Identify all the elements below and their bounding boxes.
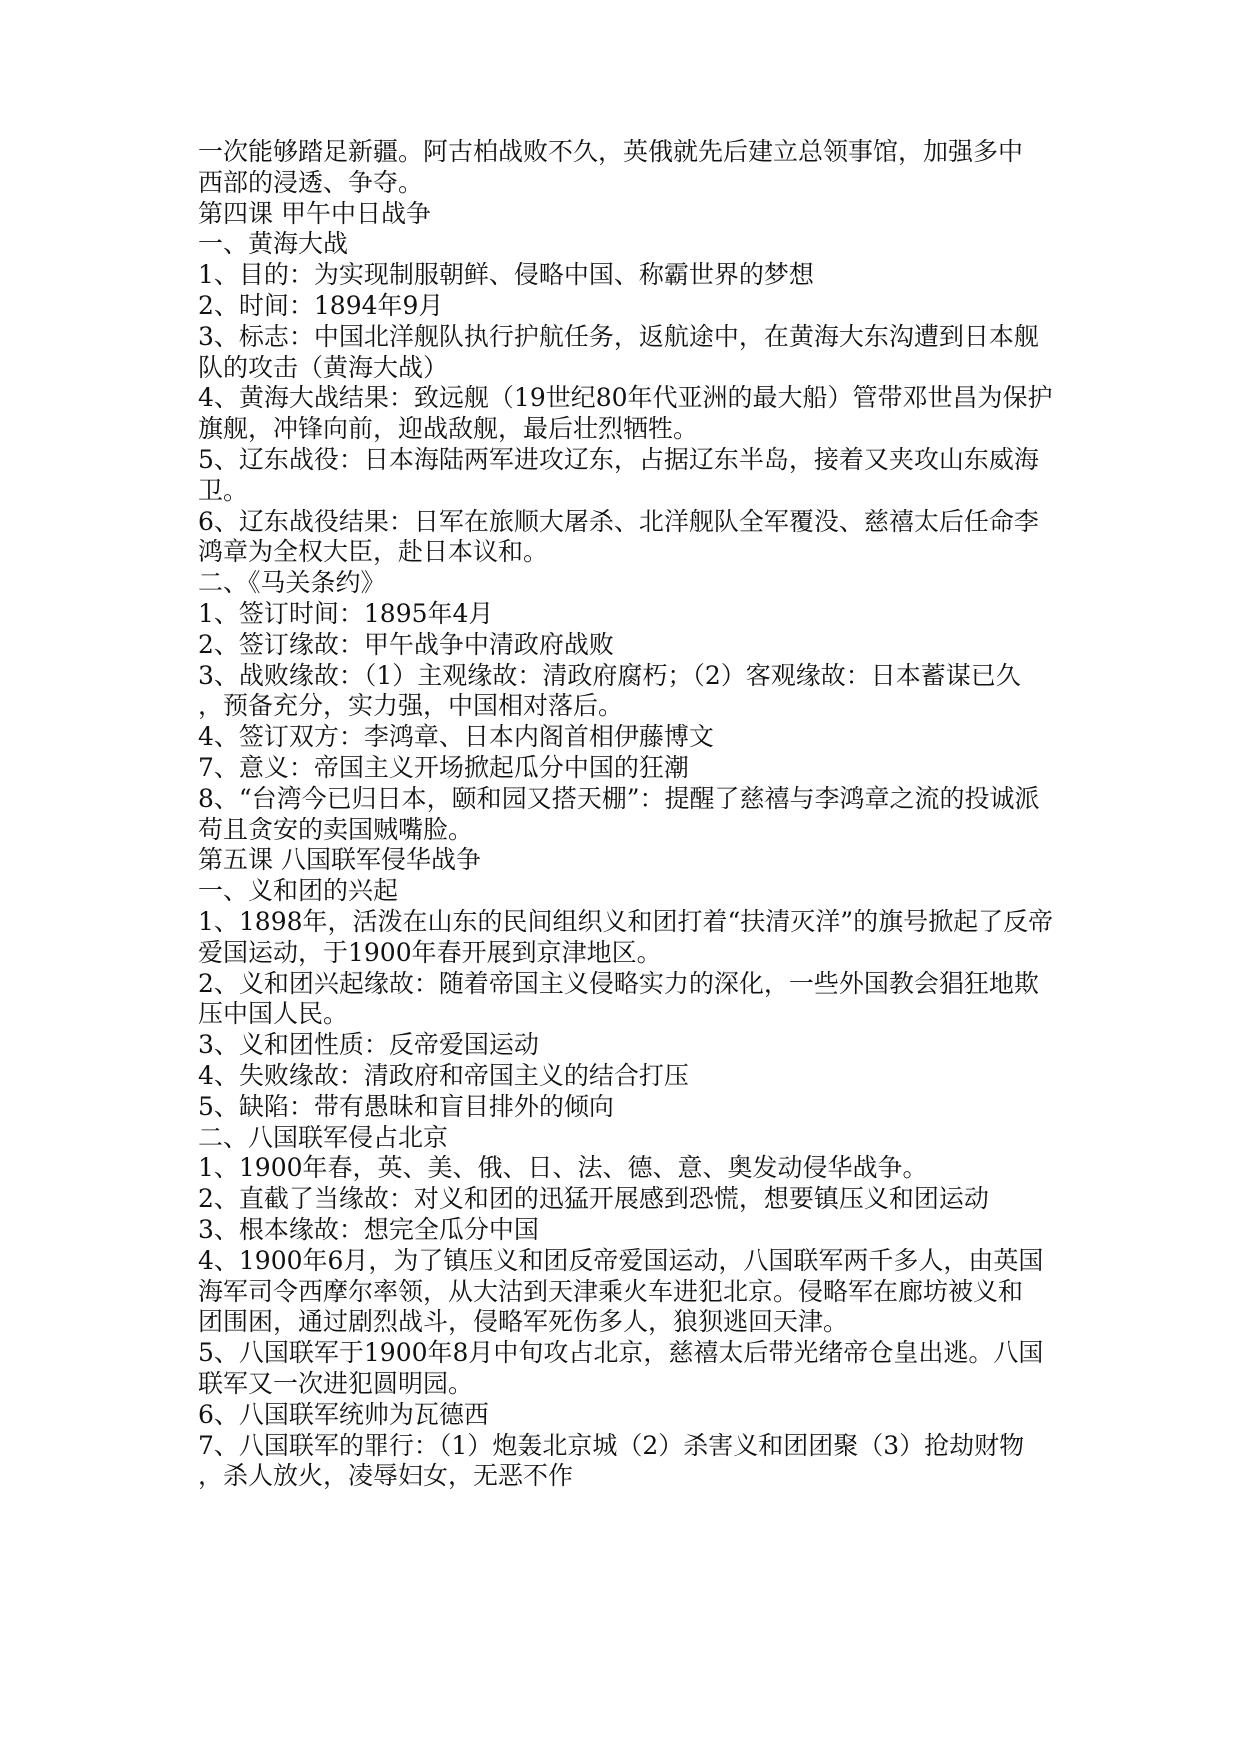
text-line: 二、八国联军侵占北京 [198,1122,449,1152]
text-line: 6、八国联军统帅为瓦德西 [198,1399,489,1429]
text-line: 4、失败缘故：清政府和帝国主义的结合打压 [198,1061,689,1090]
text-line: 压中国人民。 [198,999,349,1029]
text-line: 3、战败缘故：（1）主观缘故：清政府腐朽；（2）客观缘故：日本蓄谋已久 [198,660,1021,690]
text-line: 团围困，通过剧烈战斗，侵略军死伤多人，狼狈逃回天津。 [198,1307,849,1337]
text-line: 卫。 [198,475,249,505]
text-line: 8、“台湾今已归日本，颐和园又搭天棚”：提醒了慈禧与李鸿章之流的投诚派 [198,783,1040,813]
text-line: 3、根本缘故：想完全瓜分中国 [198,1215,539,1244]
text-line: 1、1900年春，英、美、俄、日、法、德、意、奥发动侵华战争。 [198,1153,928,1183]
text-line: 7、八国联军的罪行：（1）炮轰北京城（2）杀害义和团团聚（3）抢劫财物 [198,1430,1025,1460]
text-line: 苟且贪安的卖国贼嘴脸。 [198,814,474,844]
text-line: 一次能够踏足新疆。阿古柏战败不久，英俄就先后建立总领事馆，加强多中 [198,137,1024,166]
text-line: 6、辽东战役结果：日军在旅顺大屠杀、北洋舰队全军覆没、慈禧太后任命李 [198,506,1039,536]
text-line: 5、缺陷：带有愚昧和盲目排外的倾向 [198,1091,614,1121]
text-line: 2、签订缘故：甲午战争中清政府战败 [198,629,614,659]
text-line: 3、义和团性质：反帝爱国运动 [198,1030,539,1060]
text-line: ，预备充分，实力强，中国相对落后。 [198,691,624,721]
text-line: 1、签订时间：1895年4月 [198,599,494,628]
text-line: 海军司令西摩尔率领，从大沽到天津乘火车进犯北京。侵略军在廊坊被义和 [198,1276,1024,1306]
text-line: 二、《马关条约》 [198,568,386,598]
text-line: 队的攻击（黄海大战） [198,352,449,382]
text-line: 一、黄海大战 [198,229,349,259]
text-line: 7、意义：帝国主义开场掀起瓜分中国的狂潮 [198,753,689,782]
text-line: 2、义和团兴起缘故：随着帝国主义侵略实力的深化，一些外国教会猖狂地欺 [198,968,1039,998]
text-line: 4、1900年6月，为了镇压义和团反帝爱国运动，八国联军两千多人，由英国 [198,1245,1044,1275]
text-line: 西部的浸透、争夺。 [198,167,424,197]
text-line: 1、目的：为实现制服朝鲜、侵略中国、称霸世界的梦想 [198,260,814,290]
text-line: 联军又一次进犯圆明园。 [198,1369,474,1398]
text-line: 2、时间：1894年9月 [198,291,444,320]
text-line: 4、黄海大战结果：致远舰（19世纪80年代亚洲的最大船）管带邓世昌为保护 [198,383,1053,413]
text-line: 5、八国联军于1900年8月中旬攻占北京，慈禧太后带光绪帝仓皇出逃。八国 [198,1338,1044,1368]
text-line: 2、直截了当缘故：对义和团的迅猛开展感到恐慌，想要镇压义和团运动 [198,1184,989,1214]
text-line: 一、义和团的兴起 [198,876,399,906]
text-line: 1、1898年，活泼在山东的民间组织义和团打着“扶清灭洋”的旗号掀起了反帝 [198,907,1054,936]
text-line: ，杀人放火，凌辱妇女，无恶不作 [198,1461,574,1491]
text-line: 第四课 甲午中日战争 [198,198,431,228]
text-line: 鸿章为全权大臣，赴日本议和。 [198,537,549,567]
text-line: 5、辽东战役：日本海陆两军进攻辽东，占据辽东半岛，接着又夹攻山东威海 [198,445,1039,474]
text-line: 4、签订双方：李鸿章、日本内阁首相伊藤博文 [198,722,714,752]
text-line: 旗舰，冲锋向前，迎战敌舰，最后壮烈牺牲。 [198,414,699,444]
text-line: 爱国运动，于1900年春开展到京津地区。 [198,937,662,967]
text-line: 3、标志：中国北洋舰队执行护航任务，返航途中，在黄海大东沟遭到日本舰 [198,321,1039,351]
text-line: 第五课 八国联军侵华战争 [198,845,481,875]
